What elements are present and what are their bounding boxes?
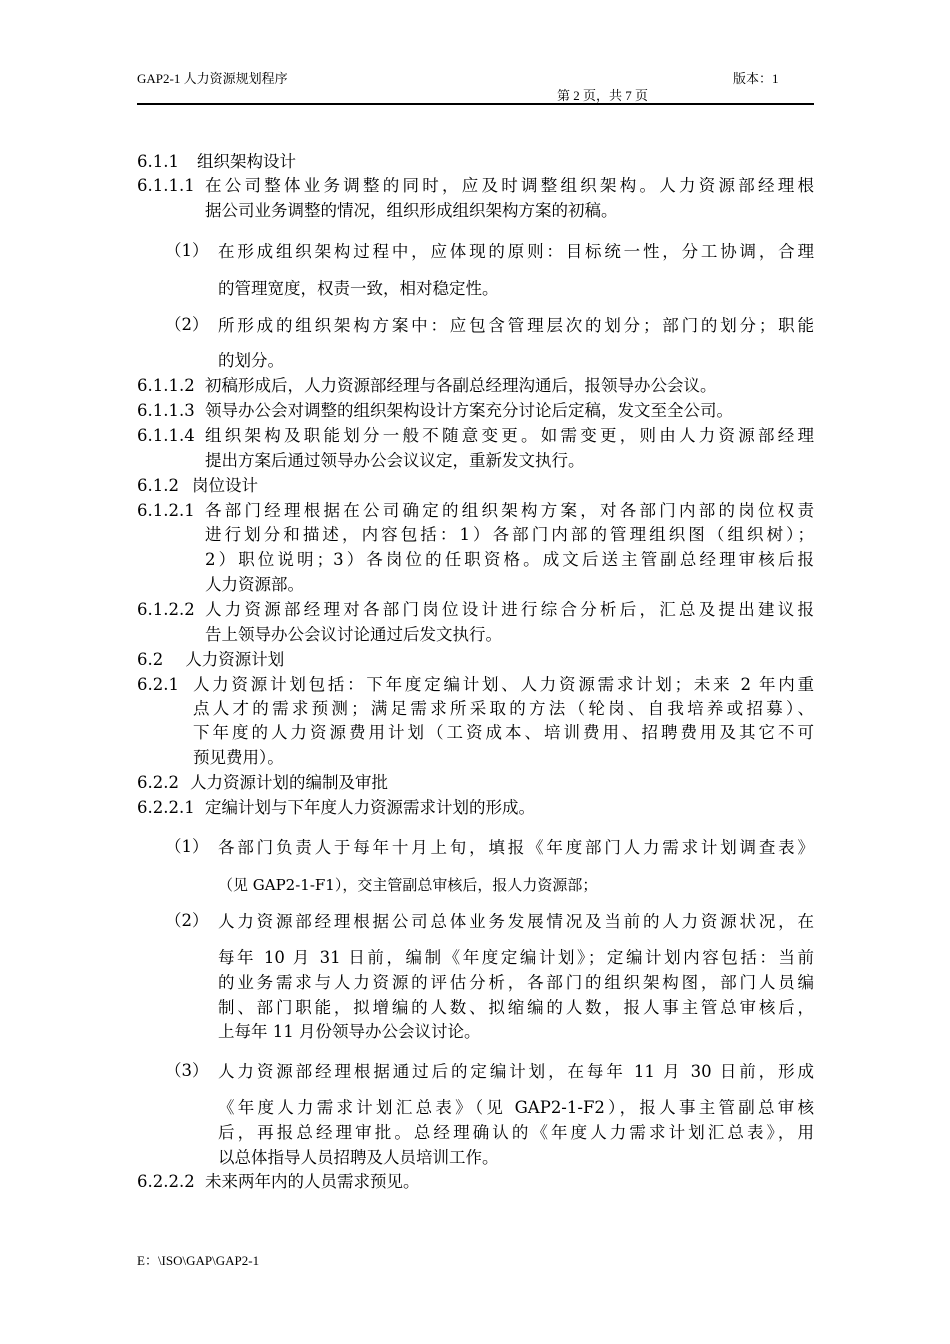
version-label: 版本：1 <box>733 71 779 86</box>
clause-number: 6.1.1.2 <box>137 376 195 395</box>
clause-text: 初稿形成后，人力资源部经理与各副总经理沟通后，报领导办公会议。 <box>205 376 717 395</box>
clause-text: 点人才的需求预测；满足需求所采取的方法（轮岗、自我培养或招募）、 <box>193 699 814 718</box>
clause-text: 在公司整体业务调整的同时，应及时调整组织架构。人力资源部经理根 <box>205 176 814 195</box>
clause-text: 定编计划与下年度人力资源需求计划的形成。 <box>205 798 535 817</box>
page-info: 第 2 页，共 7 页 <box>557 88 649 103</box>
clause-number: 6.2.1 <box>137 675 179 694</box>
clause-text: 未来两年内的人员需求预见。 <box>205 1172 420 1191</box>
section-heading <box>137 649 284 671</box>
clause-text: 组织架构及职能划分一般不随意变更。如需变更，则由人力资源部经理 <box>205 426 814 445</box>
list-text: 在形成组织架构过程中，应体现的原则：目标统一性，分工协调，合理 <box>218 242 814 261</box>
list-text: 的划分。 <box>218 351 284 370</box>
section-title: 岗位设计 <box>191 476 258 495</box>
section-number: 6.2 <box>137 650 164 669</box>
section-heading <box>137 475 258 497</box>
clause-text: 下年度的人力资源费用计划（工资成本、培训费用、招聘费用及其它不可 <box>193 723 814 742</box>
list-text: 的管理宽度，权责一致，相对稳定性。 <box>218 279 499 298</box>
clause-number: 6.1.1.4 <box>137 426 195 445</box>
clause-text: 2）职位说明；3）各岗位的任职资格。成文后送主管副总经理审核后报 <box>205 550 814 569</box>
clause-text: 领导办公会对调整的组织架构设计方案充分讨论后定稿，发文至全公司。 <box>205 401 733 420</box>
clause-number: 6.1.1.3 <box>137 401 195 420</box>
clause-text: 告上领导办公会议讨论通过后发文执行。 <box>205 625 502 644</box>
clause-line <box>137 175 195 197</box>
clause-number: 6.1.1.1 <box>137 176 195 195</box>
list-text: 所形成的组织架构方案中：应包含管理层次的划分；部门的划分；职能 <box>218 316 814 335</box>
clause-number: 6.2.2.2 <box>137 1172 195 1191</box>
section-title: 人力资源计划的编制及审批 <box>189 773 388 792</box>
list-text: 人力资源部经理根据通过后的定编计划，在每年 11 月 30 日前，形成 <box>218 1062 814 1081</box>
header-rule <box>137 103 814 105</box>
list-text: 后，再报总经理审批。总经理确认的《年度人力需求计划汇总表》，用 <box>218 1123 814 1142</box>
clause-number: 6.2.2.1 <box>137 798 195 817</box>
section-number: 6.2.2 <box>137 773 179 792</box>
clause-number: 6.1.2.2 <box>137 600 195 619</box>
footer-path: E：\ISO\GAP\GAP2-1 <box>137 1253 260 1268</box>
list-marker: （1） <box>165 241 209 260</box>
clause-text: 据公司业务调整的情况，组织形成组织架构方案的初稿。 <box>205 201 618 220</box>
section-title: 组织架构设计 <box>196 152 296 171</box>
section-number: 6.1.1 <box>137 152 179 171</box>
section-heading <box>137 151 296 173</box>
list-text: 每年 10 月 31 日前，编制《年度定编计划》；定编计划内容包括：当前 <box>218 948 814 967</box>
clause-number: 6.1.2.1 <box>137 501 195 520</box>
list-marker: （1） <box>165 837 209 856</box>
list-text: 人力资源部经理根据公司总体业务发展情况及当前的人力资源状况，在 <box>218 912 814 931</box>
section-heading <box>137 772 388 794</box>
list-text: 上每年 11 月份领导办公会议讨论。 <box>218 1022 481 1041</box>
clause-text: 人力资源部。 <box>205 575 304 594</box>
document-title: GAP2-1 人力资源规划程序 <box>137 71 288 86</box>
list-marker: （2） <box>165 911 209 930</box>
list-marker: （2） <box>165 315 209 334</box>
clause-text: 人力资源计划包括：下年度定编计划、人力资源需求计划；未来 2 年内重 <box>193 675 814 694</box>
clause-text: 人力资源部经理对各部门岗位设计进行综合分析后，汇总及提出建议报 <box>205 600 814 619</box>
list-text: 各部门负责人于每年十月上旬，填报《年度部门人力需求计划调查表》 <box>218 838 814 857</box>
list-text: 《年度人力需求计划汇总表》（见 GAP2-1-F2），报人事主管副总审核 <box>218 1098 814 1117</box>
clause-text: 各部门经理根据在公司确定的组织架构方案，对各部门内部的岗位权责 <box>205 501 814 520</box>
list-text: （见 GAP2-1-F1），交主管副总审核后，报人力资源部； <box>218 876 598 894</box>
section-number: 6.1.2 <box>137 476 179 495</box>
list-marker: （3） <box>165 1061 209 1080</box>
list-text: 以总体指导人员招聘及人员培训工作。 <box>218 1148 499 1167</box>
section-title: 人力资源计划 <box>185 650 285 669</box>
list-text: 的业务需求与人力资源的评估分析，各部门的组织架构图，部门人员编 <box>218 973 814 992</box>
list-text: 制、部门职能，拟增编的人数、拟缩编的人数，报人事主管总审核后， <box>218 998 814 1017</box>
clause-text: 进行划分和描述，内容包括：1）各部门内部的管理组织图（组织树）； <box>205 525 814 544</box>
clause-text: 预见费用）。 <box>193 748 284 767</box>
clause-text: 提出方案后通过领导办公会议议定，重新发文执行。 <box>205 451 585 470</box>
